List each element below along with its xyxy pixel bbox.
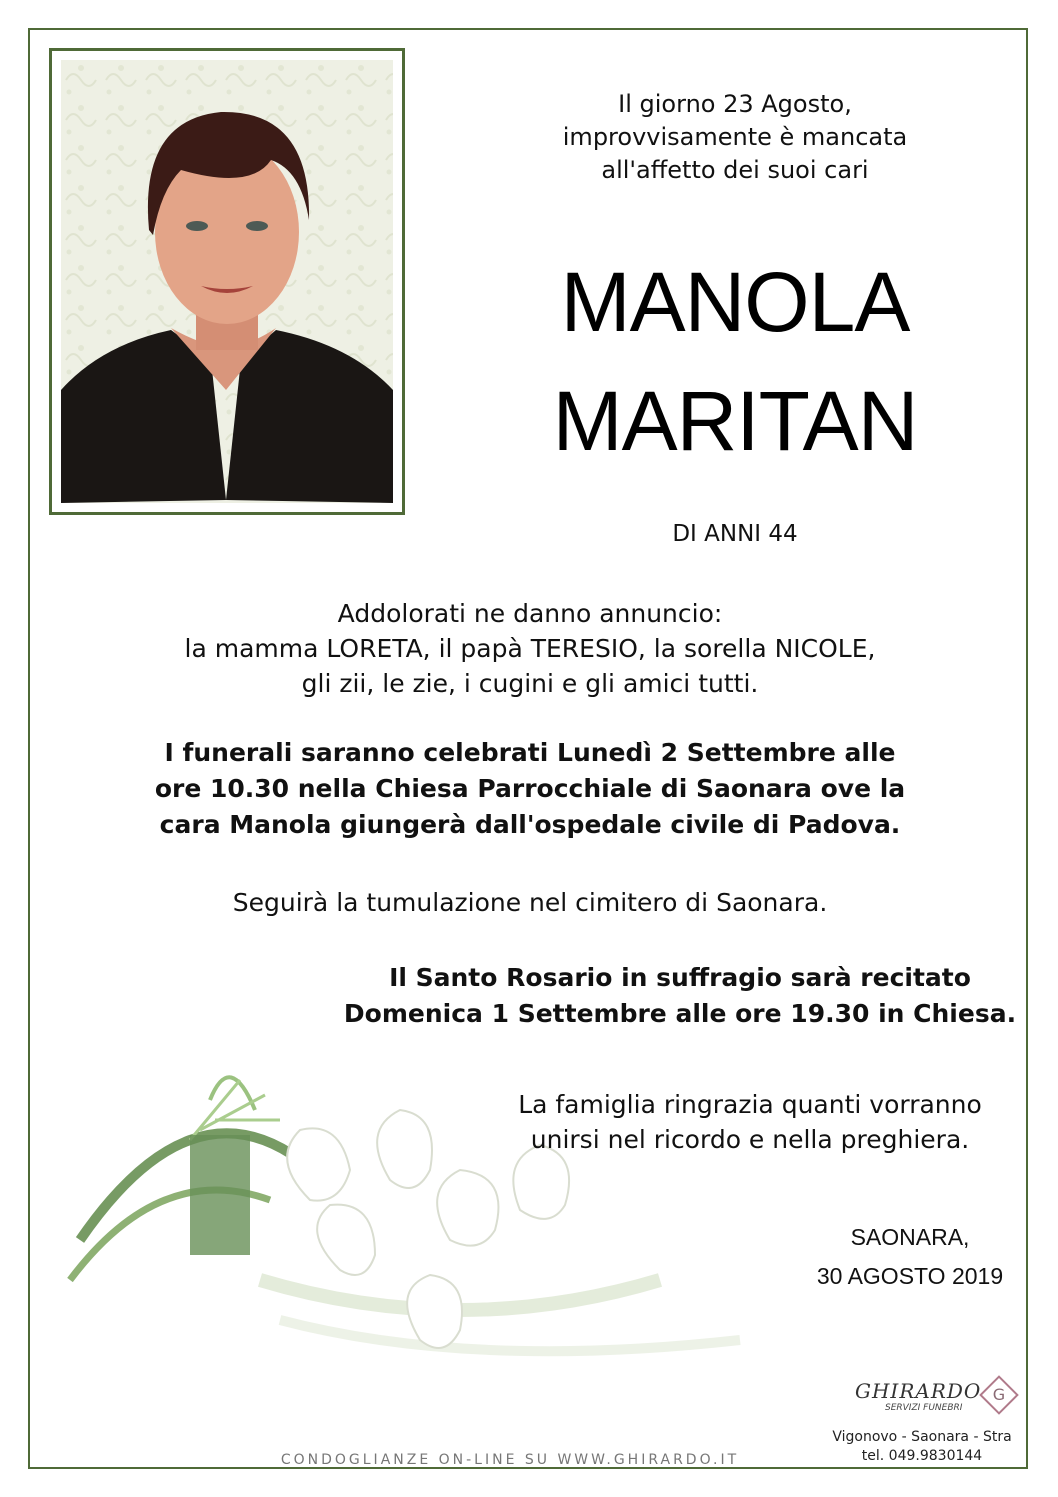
rosary-line: Il Santo Rosario in suffragio sarà recitato xyxy=(389,963,971,992)
intro-line: improvvisamente è mancata xyxy=(562,123,908,151)
intro-line: all'affetto dei suoi cari xyxy=(601,156,869,184)
funeral-line: I funerali saranno celebrati Lunedì 2 Settembre alle xyxy=(164,738,896,767)
date-text: 30 AGOSTO 2019 xyxy=(816,1263,1004,1289)
address-text: Vigonovo - Saonara - Stra xyxy=(832,1429,1012,1445)
rosary-text xyxy=(300,960,1058,1032)
intro-text xyxy=(470,88,1000,187)
funeral-home-logo xyxy=(825,1375,1025,1420)
portrait-photo xyxy=(61,60,393,503)
portrait-frame xyxy=(49,48,405,515)
last-name: MARITAN xyxy=(552,374,918,468)
first-name: MANOLA xyxy=(560,255,910,349)
announcement-text xyxy=(80,596,980,701)
announce-line: gli zii, le zie, i cugini e gli amici tutti. xyxy=(301,669,759,698)
phone-text: tel. 049.9830144 xyxy=(861,1448,983,1464)
funeral-line: cara Manola giungerà dall'ospedale civile di Padova. xyxy=(159,810,901,839)
age-text: DI ANNI 44 xyxy=(672,521,798,547)
rosary-line: Domenica 1 Settembre alle ore 19.30 in Chiesa. xyxy=(343,999,1017,1028)
logo-subtitle: SERVIZI FUNEBRI xyxy=(885,1403,963,1413)
thanks-line: unirsi nel ricordo e nella preghiera. xyxy=(530,1125,970,1154)
announce-line: Addolorati ne danno annuncio: xyxy=(337,599,723,628)
logo-name: GHIRARDO xyxy=(855,1379,982,1403)
announce-line: la mamma LORETA, il papà TERESIO, la sorella NICOLE, xyxy=(184,634,876,663)
thanks-text xyxy=(500,1087,1000,1157)
condolences-footer: CONDOGLIANZE ON-LINE SU WWW.GHIRARDO.IT xyxy=(280,1452,740,1468)
intro-line: Il giorno 23 Agosto, xyxy=(618,90,852,118)
place-date xyxy=(760,1218,1058,1296)
funeral-line: ore 10.30 nella Chiesa Parrocchiale di Saonara ove la xyxy=(154,774,906,803)
place-text: SAONARA, xyxy=(850,1224,970,1250)
thanks-line: La famiglia ringrazia quanti vorranno xyxy=(518,1090,982,1119)
burial-text: Seguirà la tumulazione nel cimitero di Saonara. xyxy=(232,888,828,917)
funeral-text xyxy=(80,735,980,843)
logo-letter: G xyxy=(992,1385,1006,1404)
